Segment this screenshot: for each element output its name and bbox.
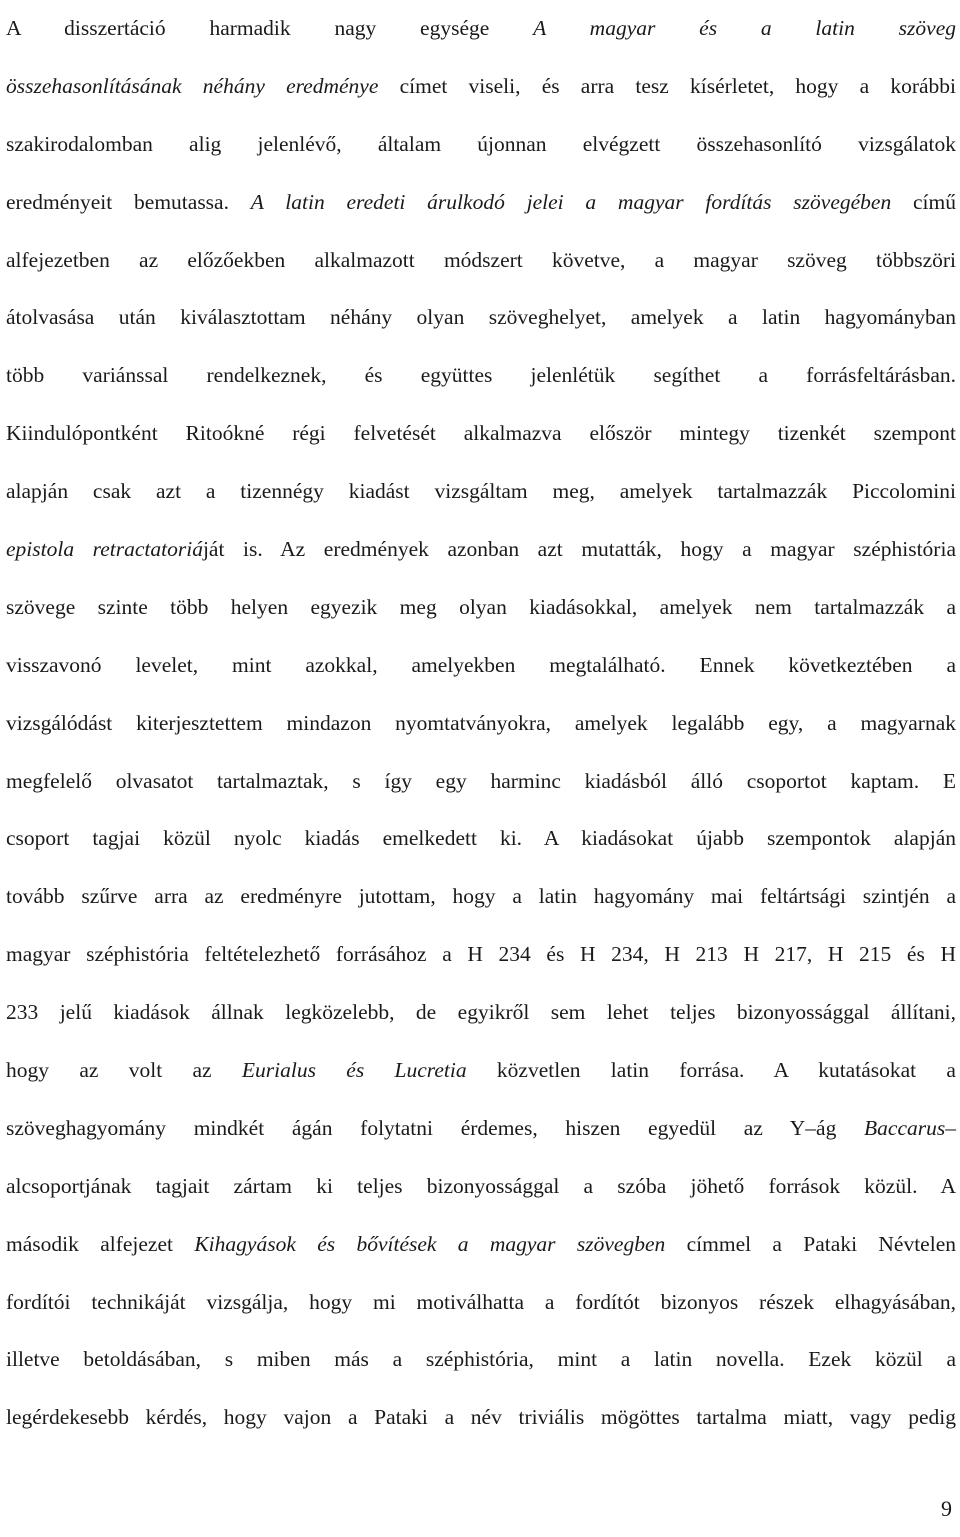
text-line [6, 1100, 956, 1158]
text-run: címet viseli, és arra tesz kísérletet, hogy a korábbi [378, 73, 956, 98]
italic-title-text: A latin eredeti árulkodó jelei a magyar fordítás szövegében [250, 189, 892, 214]
text-run: címmel a Pataki Névtelen [665, 1231, 956, 1256]
italic-title-text: epistola retractatoriá [6, 537, 203, 562]
text-line [6, 1216, 956, 1274]
text-run: hogy az volt az [6, 1058, 242, 1083]
text-line [6, 579, 956, 637]
text-run: – [945, 1115, 956, 1140]
text-run: illetve betoldásában, s miben más a széphistória, mint a latin novella. Ezek közül a [6, 1347, 956, 1372]
italic-title-text: Eurialus és Lucretia [241, 1058, 467, 1083]
text-line [6, 463, 956, 521]
text-line [6, 926, 956, 984]
text-line [6, 1389, 956, 1447]
text-run: ját is. Az eredmények azonban azt mutatták, hogy a magyar széphistória [202, 537, 956, 562]
text-run: alapján csak azt a tizennégy kiadást vizsgáltam meg, amelyek tartalmazzák Piccolomini [6, 479, 956, 504]
text-line [6, 695, 956, 753]
text-run: tovább szűrve arra az eredményre jutottam, hogy a latin hagyomány mai feltártsági szintjén a [6, 884, 956, 909]
text-run: átolvasása után kiválasztottam néhány olyan szöveghelyet, amelyek a latin hagyományban [6, 305, 956, 330]
text-line [6, 0, 956, 58]
text-run: eredményeit bemutassa. [6, 189, 251, 214]
text-line [6, 984, 956, 1042]
text-run: alfejezetben az előzőekben alkalmazott módszert követve, a magyar szöveg többszöri [6, 247, 956, 272]
text-run: csoport tagjai közül nyolc kiadás emelkedett ki. A kiadásokat újabb szempontok alapján [6, 826, 956, 851]
text-line [6, 637, 956, 695]
text-line [6, 347, 956, 405]
text-run: megfelelő olvasatot tartalmaztak, s így egy harminc kiadásból álló csoportot kaptam. E [6, 768, 956, 793]
text-run: szöveghagyomány mindkét ágán folytatni érdemes, hiszen egyedül az Y–ág [6, 1115, 865, 1140]
text-run: magyar széphistória feltételezhető forrásához a H 234 és H 234, H 213 H 217, H 215 és H [6, 942, 956, 967]
text-line [6, 868, 956, 926]
text-run: legérdekesebb kérdés, hogy vajon a Pataki a név triviális mögöttes tartalma miatt, vagy pedig [6, 1405, 956, 1430]
text-run: vizsgálódást kiterjesztettem mindazon nyomtatványokra, amelyek legalább egy, a magyarnak [6, 710, 956, 735]
text-run: visszavonó levelet, mint azokkal, amelyekben megtalálható. Ennek következtében a [6, 652, 956, 677]
text-line [6, 116, 956, 174]
text-run: szakirodalomban alig jelenlévő, általam újonnan elvégzett összehasonlító vizsgálatok [6, 131, 956, 156]
text-line [6, 1042, 956, 1100]
text-run: közvetlen latin forrása. A kutatásokat a [466, 1058, 956, 1083]
text-line [6, 810, 956, 868]
text-run: szövege szinte több helyen egyezik meg olyan kiadásokkal, amelyek nem tartalmazzák a [6, 594, 956, 619]
text-run: Kiindulópontként Ritoókné régi felvetését alkalmazva először mintegy tizenkét szempont [6, 421, 956, 446]
text-run: című [891, 189, 956, 214]
text-run: fordítói technikáját vizsgálja, hogy mi motiválhatta a fordítót bizonyos részek elhagyásában, [6, 1289, 956, 1314]
italic-title-text: Baccarus [864, 1115, 946, 1140]
page-number: 9 [941, 1496, 952, 1521]
italic-title-text: Kihagyások és bővítések a magyar szövegben [194, 1231, 666, 1256]
text-line [6, 521, 956, 579]
text-line [6, 232, 956, 290]
text-line [6, 174, 956, 232]
text-run: 233 jelű kiadások állnak legközelebb, de egyikről sem lehet teljes bizonyossággal állítani, [6, 1000, 956, 1025]
text-line [6, 753, 956, 811]
italic-title-text: összehasonlításának néhány eredménye [6, 73, 379, 98]
text-run: alcsoportjának tagjait zártam ki teljes bizonyossággal a szóba jöhető források közül. A [6, 1173, 956, 1198]
body-paragraph [6, 0, 956, 1447]
text-line [6, 405, 956, 463]
text-line [6, 289, 956, 347]
text-run: A disszertáció harmadik nagy egysége [6, 16, 534, 40]
italic-title-text: A magyar és a latin szöveg [533, 16, 956, 40]
text-line [6, 1158, 956, 1216]
text-run: második alfejezet [6, 1231, 195, 1256]
text-line [6, 58, 956, 116]
text-run: több variánssal rendelkeznek, és együttes jelenlétük segíthet a forrásfeltárásban. [6, 363, 956, 388]
text-line [6, 1274, 956, 1332]
text-line [6, 1331, 956, 1389]
